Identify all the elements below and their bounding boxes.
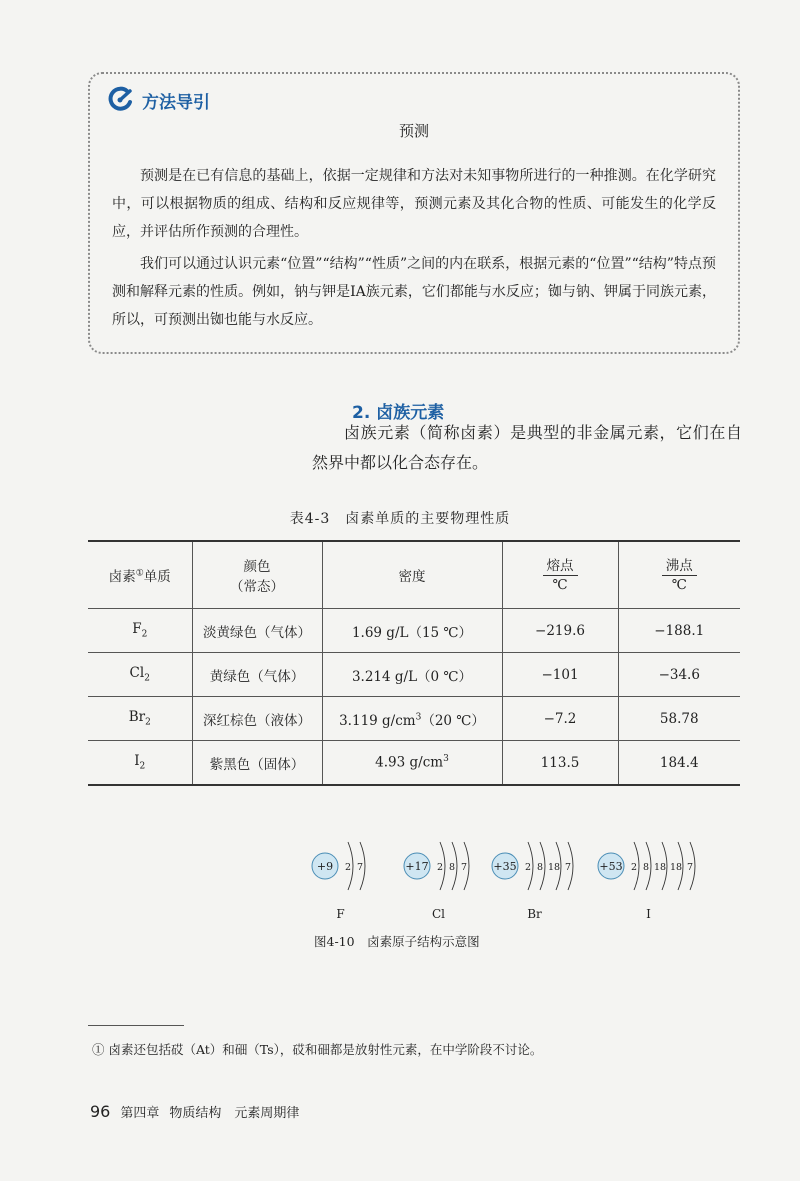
element-symbol: Br [527, 907, 542, 921]
electron-count: 2 [630, 862, 638, 873]
footnote-divider [88, 1025, 184, 1026]
atom-diagram [404, 842, 469, 921]
electron-count: 7 [564, 862, 572, 873]
page-footer [90, 1102, 299, 1121]
page-number: 96 [90, 1102, 111, 1121]
element-symbol: I [646, 907, 651, 921]
cell-density: 4.93 $g/cm^3$ [322, 741, 502, 786]
atom-diagram [598, 842, 695, 921]
electron-count: 2 [436, 862, 444, 873]
electron-count: 18 [653, 862, 667, 873]
table-header-row [88, 541, 740, 609]
nucleus-charge: +35 [493, 860, 517, 873]
cell-color: 淡黄绿色（气体） [192, 609, 322, 653]
electron-count: 2 [344, 862, 352, 873]
header-boiling-point: $\frac{\text{沸点}}{℃}$ [618, 541, 740, 609]
table-row [88, 653, 740, 697]
cell-density: 1.69 g/L（15 ℃） [322, 609, 502, 653]
electron-count: 18 [547, 862, 561, 873]
footnote: ① 卤素还包括砹（At）和鿬（Ts），砹和鿬都是放射性元素，在中学阶段不讨论。 [92, 1042, 543, 1057]
element-symbol: F [336, 907, 345, 921]
cell-element: $Cl_2$ [88, 653, 192, 697]
cell-boiling-point: 184.4 [618, 741, 740, 786]
cell-color: 黄绿色（气体） [192, 653, 322, 697]
method-guide-paragraph: 我们可以通过认识元素“位置”“结构”“性质”之间的内在联系，根据元素的“位置”“结构”特点预测和解释元素的性质。例如，钠与钾是ⅠA族元素，它们都能与水反应；铷与钠、钾属于同族元素，所以，可预测出铷也能与水反应。 [112, 256, 716, 328]
electron-count: 2 [524, 862, 532, 873]
chapter-label: 第四章 [120, 1106, 160, 1121]
electron-count: 7 [460, 862, 468, 873]
electron-count: 8 [536, 862, 544, 873]
cell-density: 3.119 $g/cm^3(20$ ℃） [322, 697, 502, 741]
cell-element: $F_2$ [88, 609, 192, 653]
method-guide-box [88, 72, 740, 354]
atom-diagram [312, 842, 365, 921]
method-guide-title: 方法导引 [142, 92, 210, 113]
chapter-title: 物质结构 元素周期律 [169, 1106, 300, 1121]
cell-color: 紫黑色（固体） [192, 741, 322, 786]
cell-melting-point: −101 [502, 653, 618, 697]
table-caption: 表4-3 卤素单质的主要物理性质 [289, 511, 511, 527]
method-guide-text [112, 162, 716, 338]
table-row [88, 609, 740, 653]
cell-boiling-point: −34.6 [618, 653, 740, 697]
nucleus-charge: +9 [316, 860, 334, 873]
header-halogen: 卤素①单质 [88, 541, 192, 609]
cell-melting-point: 113.5 [502, 741, 618, 786]
element-symbol: Cl [431, 907, 446, 921]
cell-density: 3.214 g/L（0 ℃） [322, 653, 502, 697]
electron-count: 7 [686, 862, 694, 873]
method-guide-paragraph: 预测是在已有信息的基础上，依据一定规律和方法对未知事物所进行的一种推测。在化学研究中，可以根据物质的组成、结构和反应规律等，预测元素及其化合物的性质、可能发生的化学反应，并评估所作预测的合理性。 [112, 168, 716, 240]
cell-melting-point: −7.2 [502, 697, 618, 741]
cell-boiling-point: 58.78 [618, 697, 740, 741]
nucleus-charge: +17 [405, 860, 429, 873]
cell-color: 深红棕色（液体） [192, 697, 322, 741]
method-guide-icon [106, 86, 134, 114]
table-row [88, 741, 740, 786]
header-melting-point: $\frac{\text{熔点}}{℃}$ [502, 541, 618, 609]
cell-element: $I_2$ [88, 741, 192, 786]
electron-count: 7 [356, 862, 364, 873]
nucleus-charge: +53 [599, 860, 623, 873]
header-density: 密度 [322, 541, 502, 609]
section-paragraph: 卤族元素（简称卤素）是典型的非金属元素，它们在自然界中都以化合态存在。 [312, 423, 742, 472]
table-row [88, 697, 740, 741]
method-guide-subtitle: 预测 [398, 122, 429, 140]
electron-count: 8 [642, 862, 650, 873]
halogen-properties-table [88, 540, 740, 786]
cell-element: $Br_2$ [88, 697, 192, 741]
header-color: 颜色 （常态） [192, 541, 322, 609]
atomic-structure-diagram [300, 830, 720, 930]
cell-boiling-point: −188.1 [618, 609, 740, 653]
cell-melting-point: −219.6 [502, 609, 618, 653]
method-guide-header [106, 86, 210, 114]
atom-diagram [492, 842, 573, 921]
section-heading: 2. 卤族元素 [352, 403, 445, 423]
electron-count: 18 [669, 862, 683, 873]
figure-caption: 图4-10 卤素原子结构示意图 [314, 934, 480, 949]
electron-count: 8 [448, 862, 456, 873]
